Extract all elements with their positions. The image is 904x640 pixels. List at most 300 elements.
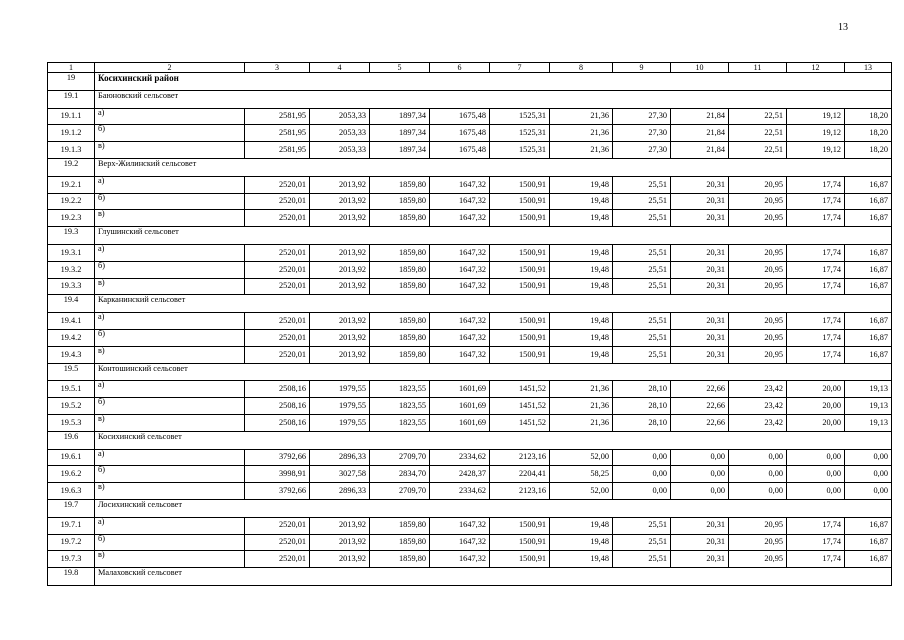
row-subitem: б) bbox=[95, 466, 245, 483]
table-cell: 20,31 bbox=[671, 261, 729, 278]
table-cell: 25,51 bbox=[613, 210, 671, 227]
table-cell: 21,36 bbox=[550, 125, 613, 142]
row-code: 19.5 bbox=[48, 363, 95, 381]
council-title: Малаховский сельсовет bbox=[95, 568, 892, 586]
table-cell: 23,42 bbox=[729, 381, 787, 398]
table-cell: 19,12 bbox=[787, 125, 845, 142]
table-row bbox=[48, 483, 892, 500]
table-cell: 1859,80 bbox=[370, 329, 430, 346]
row-subitem: в) bbox=[95, 483, 245, 500]
table-cell: 25,51 bbox=[613, 346, 671, 363]
row-subitem: б) bbox=[95, 534, 245, 551]
row-code: 19.2 bbox=[48, 158, 95, 176]
table-cell: 2896,33 bbox=[310, 449, 370, 466]
table-cell: 19,48 bbox=[550, 278, 613, 295]
table-cell: 52,00 bbox=[550, 483, 613, 500]
table-cell: 1451,52 bbox=[490, 414, 550, 431]
row-subitem: в) bbox=[95, 346, 245, 363]
table-cell: 2520,01 bbox=[245, 278, 310, 295]
table-cell: 1647,32 bbox=[430, 261, 490, 278]
table-cell: 19,48 bbox=[550, 261, 613, 278]
table-cell: 1525,31 bbox=[490, 142, 550, 159]
table-row bbox=[48, 466, 892, 483]
table-row bbox=[48, 261, 892, 278]
district-row bbox=[48, 73, 892, 91]
table-row bbox=[48, 517, 892, 534]
table-cell: 2053,33 bbox=[310, 142, 370, 159]
table-cell: 1500,91 bbox=[490, 551, 550, 568]
table-cell: 1647,32 bbox=[430, 534, 490, 551]
table-cell: 2581,95 bbox=[245, 125, 310, 142]
table-cell: 20,31 bbox=[671, 313, 729, 330]
row-code: 19.6 bbox=[48, 431, 95, 449]
table-cell: 28,10 bbox=[613, 381, 671, 398]
table-cell: 18,20 bbox=[845, 142, 892, 159]
row-code: 19.5.2 bbox=[48, 398, 95, 415]
table-cell: 3998,91 bbox=[245, 466, 310, 483]
table-cell: 1859,80 bbox=[370, 210, 430, 227]
table-cell: 17,74 bbox=[787, 278, 845, 295]
table-cell: 2013,92 bbox=[310, 551, 370, 568]
table-cell: 22,66 bbox=[671, 414, 729, 431]
council-title: Карканинский сельсовет bbox=[95, 295, 892, 313]
table-cell: 2520,01 bbox=[245, 551, 310, 568]
row-subitem: б) bbox=[95, 398, 245, 415]
table-row bbox=[48, 244, 892, 261]
table-cell: 25,51 bbox=[613, 551, 671, 568]
table-cell: 1601,69 bbox=[430, 381, 490, 398]
table-cell: 20,00 bbox=[787, 381, 845, 398]
table-cell: 1859,80 bbox=[370, 346, 430, 363]
table-cell: 20,31 bbox=[671, 278, 729, 295]
column-header: 7 bbox=[490, 63, 550, 73]
row-subitem: б) bbox=[95, 193, 245, 210]
table-row bbox=[48, 313, 892, 330]
table-cell: 1500,91 bbox=[490, 244, 550, 261]
table-row bbox=[48, 381, 892, 398]
row-subitem: в) bbox=[95, 414, 245, 431]
table-cell: 0,00 bbox=[729, 466, 787, 483]
table-cell: 22,51 bbox=[729, 142, 787, 159]
table-cell: 2013,92 bbox=[310, 176, 370, 193]
table-cell: 1859,80 bbox=[370, 278, 430, 295]
table-cell: 22,66 bbox=[671, 398, 729, 415]
table-cell: 2013,92 bbox=[310, 534, 370, 551]
council-title: Верх-Жилинский сельсовет bbox=[95, 158, 892, 176]
table-cell: 21,84 bbox=[671, 142, 729, 159]
table-cell: 1979,55 bbox=[310, 414, 370, 431]
row-code: 19.1.2 bbox=[48, 125, 95, 142]
table-cell: 23,42 bbox=[729, 414, 787, 431]
table-cell: 20,31 bbox=[671, 534, 729, 551]
table-cell: 1647,32 bbox=[430, 517, 490, 534]
table-cell: 0,00 bbox=[787, 449, 845, 466]
table-cell: 16,87 bbox=[845, 329, 892, 346]
table-cell: 19,13 bbox=[845, 414, 892, 431]
council-title: Глушинский сельсовет bbox=[95, 227, 892, 245]
table-cell: 2508,16 bbox=[245, 414, 310, 431]
table-cell: 17,74 bbox=[787, 210, 845, 227]
table-cell: 0,00 bbox=[729, 483, 787, 500]
table-cell: 27,30 bbox=[613, 142, 671, 159]
table-cell: 1500,91 bbox=[490, 176, 550, 193]
table-cell: 27,30 bbox=[613, 125, 671, 142]
table-cell: 17,74 bbox=[787, 346, 845, 363]
table-cell: 2581,95 bbox=[245, 142, 310, 159]
table-cell: 21,36 bbox=[550, 108, 613, 125]
table-cell: 1897,34 bbox=[370, 108, 430, 125]
table-cell: 1500,91 bbox=[490, 517, 550, 534]
table-cell: 21,36 bbox=[550, 414, 613, 431]
row-code: 19 bbox=[48, 73, 95, 91]
row-code: 19.3 bbox=[48, 227, 95, 245]
table-row bbox=[48, 210, 892, 227]
table-cell: 20,31 bbox=[671, 551, 729, 568]
column-header: 4 bbox=[310, 63, 370, 73]
column-header: 13 bbox=[845, 63, 892, 73]
table-cell: 2520,01 bbox=[245, 176, 310, 193]
table-cell: 1823,55 bbox=[370, 398, 430, 415]
table-cell: 0,00 bbox=[845, 449, 892, 466]
table-row bbox=[48, 142, 892, 159]
table-cell: 1675,48 bbox=[430, 142, 490, 159]
table-cell: 2520,01 bbox=[245, 210, 310, 227]
table-cell: 1859,80 bbox=[370, 176, 430, 193]
council-row bbox=[48, 90, 892, 108]
table-cell: 1859,80 bbox=[370, 551, 430, 568]
table-cell: 21,36 bbox=[550, 398, 613, 415]
table-cell: 1675,48 bbox=[430, 108, 490, 125]
table-cell: 25,51 bbox=[613, 313, 671, 330]
row-code: 19.1 bbox=[48, 90, 95, 108]
table-row bbox=[48, 449, 892, 466]
row-code: 19.2.2 bbox=[48, 193, 95, 210]
table-cell: 1897,34 bbox=[370, 125, 430, 142]
table-cell: 22,51 bbox=[729, 108, 787, 125]
table-cell: 20,95 bbox=[729, 313, 787, 330]
table-row bbox=[48, 398, 892, 415]
table-cell: 2013,92 bbox=[310, 244, 370, 261]
row-subitem: в) bbox=[95, 551, 245, 568]
table-cell: 20,31 bbox=[671, 346, 729, 363]
table-cell: 20,95 bbox=[729, 261, 787, 278]
table-cell: 1823,55 bbox=[370, 381, 430, 398]
table-cell: 1859,80 bbox=[370, 244, 430, 261]
table-cell: 25,51 bbox=[613, 278, 671, 295]
row-code: 19.1.3 bbox=[48, 142, 95, 159]
row-code: 19.6.3 bbox=[48, 483, 95, 500]
table-cell: 19,48 bbox=[550, 193, 613, 210]
table-cell: 2428,37 bbox=[430, 466, 490, 483]
page-number: 13 bbox=[838, 22, 848, 33]
table-cell: 16,87 bbox=[845, 346, 892, 363]
row-subitem: а) bbox=[95, 244, 245, 261]
table-cell: 1500,91 bbox=[490, 329, 550, 346]
row-code: 19.7.3 bbox=[48, 551, 95, 568]
table-cell: 21,84 bbox=[671, 125, 729, 142]
table-cell: 2709,70 bbox=[370, 483, 430, 500]
table-cell: 2123,16 bbox=[490, 483, 550, 500]
table-cell: 3792,66 bbox=[245, 449, 310, 466]
table-cell: 1859,80 bbox=[370, 261, 430, 278]
row-code: 19.6.2 bbox=[48, 466, 95, 483]
row-code: 19.2.1 bbox=[48, 176, 95, 193]
row-code: 19.8 bbox=[48, 568, 95, 586]
table-cell: 17,74 bbox=[787, 176, 845, 193]
row-subitem: в) bbox=[95, 210, 245, 227]
table-cell: 1647,32 bbox=[430, 346, 490, 363]
table-cell: 1500,91 bbox=[490, 278, 550, 295]
column-header: 9 bbox=[613, 63, 671, 73]
column-header: 11 bbox=[729, 63, 787, 73]
row-code: 19.4.2 bbox=[48, 329, 95, 346]
table-cell: 1647,32 bbox=[430, 278, 490, 295]
table-cell: 58,25 bbox=[550, 466, 613, 483]
table-cell: 1451,52 bbox=[490, 381, 550, 398]
table-cell: 16,87 bbox=[845, 534, 892, 551]
table-cell: 25,51 bbox=[613, 176, 671, 193]
table-cell: 1647,32 bbox=[430, 244, 490, 261]
table-cell: 1647,32 bbox=[430, 551, 490, 568]
row-code: 19.1.1 bbox=[48, 108, 95, 125]
row-subitem: в) bbox=[95, 278, 245, 295]
council-row bbox=[48, 158, 892, 176]
table-cell: 2053,33 bbox=[310, 125, 370, 142]
table-cell: 17,74 bbox=[787, 261, 845, 278]
table-cell: 20,95 bbox=[729, 517, 787, 534]
table-cell: 1500,91 bbox=[490, 193, 550, 210]
table-cell: 20,95 bbox=[729, 346, 787, 363]
table-cell: 19,12 bbox=[787, 142, 845, 159]
table-cell: 0,00 bbox=[671, 466, 729, 483]
table-cell: 0,00 bbox=[845, 483, 892, 500]
table-cell: 0,00 bbox=[729, 449, 787, 466]
table-cell: 17,74 bbox=[787, 329, 845, 346]
table-cell: 1859,80 bbox=[370, 193, 430, 210]
table-row bbox=[48, 108, 892, 125]
table-cell: 1647,32 bbox=[430, 193, 490, 210]
table-cell: 20,31 bbox=[671, 176, 729, 193]
table-cell: 2520,01 bbox=[245, 193, 310, 210]
table-cell: 20,95 bbox=[729, 329, 787, 346]
row-code: 19.7.1 bbox=[48, 517, 95, 534]
table-cell: 3792,66 bbox=[245, 483, 310, 500]
district-title: Косихинский район bbox=[95, 73, 892, 91]
table-cell: 1601,69 bbox=[430, 414, 490, 431]
table-cell: 1500,91 bbox=[490, 534, 550, 551]
table-cell: 1979,55 bbox=[310, 381, 370, 398]
row-subitem: б) bbox=[95, 125, 245, 142]
table-cell: 19,48 bbox=[550, 517, 613, 534]
table-cell: 1897,34 bbox=[370, 142, 430, 159]
table-cell: 2520,01 bbox=[245, 346, 310, 363]
table-cell: 28,10 bbox=[613, 414, 671, 431]
table-cell: 16,87 bbox=[845, 261, 892, 278]
table-cell: 19,48 bbox=[550, 551, 613, 568]
row-code: 19.2.3 bbox=[48, 210, 95, 227]
table-cell: 0,00 bbox=[613, 466, 671, 483]
row-subitem: а) bbox=[95, 108, 245, 125]
table-cell: 20,31 bbox=[671, 517, 729, 534]
table-cell: 2709,70 bbox=[370, 449, 430, 466]
row-subitem: б) bbox=[95, 329, 245, 346]
table-cell: 1500,91 bbox=[490, 261, 550, 278]
table-cell: 1500,91 bbox=[490, 313, 550, 330]
table-cell: 25,51 bbox=[613, 534, 671, 551]
table-cell: 0,00 bbox=[671, 449, 729, 466]
table-cell: 1500,91 bbox=[490, 210, 550, 227]
table-cell: 1647,32 bbox=[430, 313, 490, 330]
row-code: 19.7.2 bbox=[48, 534, 95, 551]
table-cell: 2581,95 bbox=[245, 108, 310, 125]
table-cell: 2013,92 bbox=[310, 193, 370, 210]
council-title: Лосихинский сельсовет bbox=[95, 499, 892, 517]
table-cell: 20,95 bbox=[729, 534, 787, 551]
table-cell: 16,87 bbox=[845, 551, 892, 568]
table-cell: 27,30 bbox=[613, 108, 671, 125]
table-cell: 2508,16 bbox=[245, 381, 310, 398]
table-cell: 17,74 bbox=[787, 313, 845, 330]
table-cell: 1823,55 bbox=[370, 414, 430, 431]
row-subitem: а) bbox=[95, 449, 245, 466]
table-row bbox=[48, 414, 892, 431]
table-row bbox=[48, 125, 892, 142]
table-cell: 1525,31 bbox=[490, 108, 550, 125]
table-cell: 2053,33 bbox=[310, 108, 370, 125]
table-cell: 25,51 bbox=[613, 193, 671, 210]
table-cell: 2520,01 bbox=[245, 517, 310, 534]
table-cell: 0,00 bbox=[787, 483, 845, 500]
table-row bbox=[48, 346, 892, 363]
table-cell: 22,66 bbox=[671, 381, 729, 398]
table-cell: 0,00 bbox=[845, 466, 892, 483]
row-subitem: а) bbox=[95, 313, 245, 330]
table-cell: 16,87 bbox=[845, 313, 892, 330]
table-cell: 19,13 bbox=[845, 381, 892, 398]
table-cell: 2520,01 bbox=[245, 534, 310, 551]
table-cell: 2204,41 bbox=[490, 466, 550, 483]
column-header: 2 bbox=[95, 63, 245, 73]
table-cell: 1525,31 bbox=[490, 125, 550, 142]
table-cell: 21,36 bbox=[550, 381, 613, 398]
table-cell: 19,48 bbox=[550, 313, 613, 330]
tariff-table bbox=[47, 62, 892, 586]
table-cell: 1500,91 bbox=[490, 346, 550, 363]
council-title: Контошинский сельсовет bbox=[95, 363, 892, 381]
table-cell: 17,74 bbox=[787, 551, 845, 568]
table-cell: 20,31 bbox=[671, 210, 729, 227]
table-cell: 0,00 bbox=[787, 466, 845, 483]
council-title: Баюновский сельсовет bbox=[95, 90, 892, 108]
column-header: 6 bbox=[430, 63, 490, 73]
table-cell: 2520,01 bbox=[245, 244, 310, 261]
table-cell: 2013,92 bbox=[310, 313, 370, 330]
table-row bbox=[48, 176, 892, 193]
column-header: 12 bbox=[787, 63, 845, 73]
table-cell: 2013,92 bbox=[310, 278, 370, 295]
table-cell: 16,87 bbox=[845, 210, 892, 227]
table-row bbox=[48, 329, 892, 346]
table-body bbox=[48, 73, 892, 586]
table-cell: 21,84 bbox=[671, 108, 729, 125]
table-cell: 2334,62 bbox=[430, 449, 490, 466]
table-cell: 1859,80 bbox=[370, 313, 430, 330]
table-cell: 2834,70 bbox=[370, 466, 430, 483]
table-cell: 3027,58 bbox=[310, 466, 370, 483]
row-code: 19.4 bbox=[48, 295, 95, 313]
row-code: 19.4.3 bbox=[48, 346, 95, 363]
table-cell: 1451,52 bbox=[490, 398, 550, 415]
row-code: 19.3.2 bbox=[48, 261, 95, 278]
table-cell: 1647,32 bbox=[430, 329, 490, 346]
table-cell: 23,42 bbox=[729, 398, 787, 415]
table-cell: 2123,16 bbox=[490, 449, 550, 466]
table-cell: 17,74 bbox=[787, 193, 845, 210]
row-subitem: а) bbox=[95, 381, 245, 398]
table-row bbox=[48, 278, 892, 295]
table-cell: 16,87 bbox=[845, 278, 892, 295]
table-cell: 18,20 bbox=[845, 125, 892, 142]
row-subitem: б) bbox=[95, 261, 245, 278]
council-row bbox=[48, 499, 892, 517]
row-code: 19.5.3 bbox=[48, 414, 95, 431]
row-code: 19.7 bbox=[48, 499, 95, 517]
table-cell: 20,00 bbox=[787, 398, 845, 415]
table-cell: 1675,48 bbox=[430, 125, 490, 142]
row-subitem: в) bbox=[95, 142, 245, 159]
table-cell: 28,10 bbox=[613, 398, 671, 415]
table-cell: 2013,92 bbox=[310, 329, 370, 346]
table-cell: 1647,32 bbox=[430, 176, 490, 193]
row-subitem: а) bbox=[95, 517, 245, 534]
row-code: 19.6.1 bbox=[48, 449, 95, 466]
council-row bbox=[48, 568, 892, 586]
table-cell: 16,87 bbox=[845, 176, 892, 193]
table-cell: 2013,92 bbox=[310, 346, 370, 363]
table-cell: 16,87 bbox=[845, 244, 892, 261]
table-cell: 1859,80 bbox=[370, 534, 430, 551]
column-header: 1 bbox=[48, 63, 95, 73]
table-cell: 20,95 bbox=[729, 176, 787, 193]
table-cell: 1601,69 bbox=[430, 398, 490, 415]
table-cell: 19,48 bbox=[550, 346, 613, 363]
table-cell: 20,95 bbox=[729, 210, 787, 227]
table-cell: 17,74 bbox=[787, 534, 845, 551]
table-cell: 20,95 bbox=[729, 244, 787, 261]
table-cell: 2520,01 bbox=[245, 329, 310, 346]
column-header-row bbox=[48, 63, 892, 73]
table-cell: 2013,92 bbox=[310, 261, 370, 278]
table-cell: 19,48 bbox=[550, 210, 613, 227]
table-cell: 19,12 bbox=[787, 108, 845, 125]
column-header: 3 bbox=[245, 63, 310, 73]
table-cell: 1647,32 bbox=[430, 210, 490, 227]
table-cell: 25,51 bbox=[613, 244, 671, 261]
table-row bbox=[48, 551, 892, 568]
table-cell: 19,48 bbox=[550, 329, 613, 346]
table-cell: 0,00 bbox=[613, 449, 671, 466]
table-cell: 2013,92 bbox=[310, 517, 370, 534]
table-cell: 1979,55 bbox=[310, 398, 370, 415]
table-cell: 17,74 bbox=[787, 517, 845, 534]
table-cell: 2520,01 bbox=[245, 313, 310, 330]
row-code: 19.3.1 bbox=[48, 244, 95, 261]
table-cell: 2508,16 bbox=[245, 398, 310, 415]
table-cell: 25,51 bbox=[613, 329, 671, 346]
table-cell: 20,95 bbox=[729, 551, 787, 568]
table-cell: 20,00 bbox=[787, 414, 845, 431]
table-cell: 21,36 bbox=[550, 142, 613, 159]
